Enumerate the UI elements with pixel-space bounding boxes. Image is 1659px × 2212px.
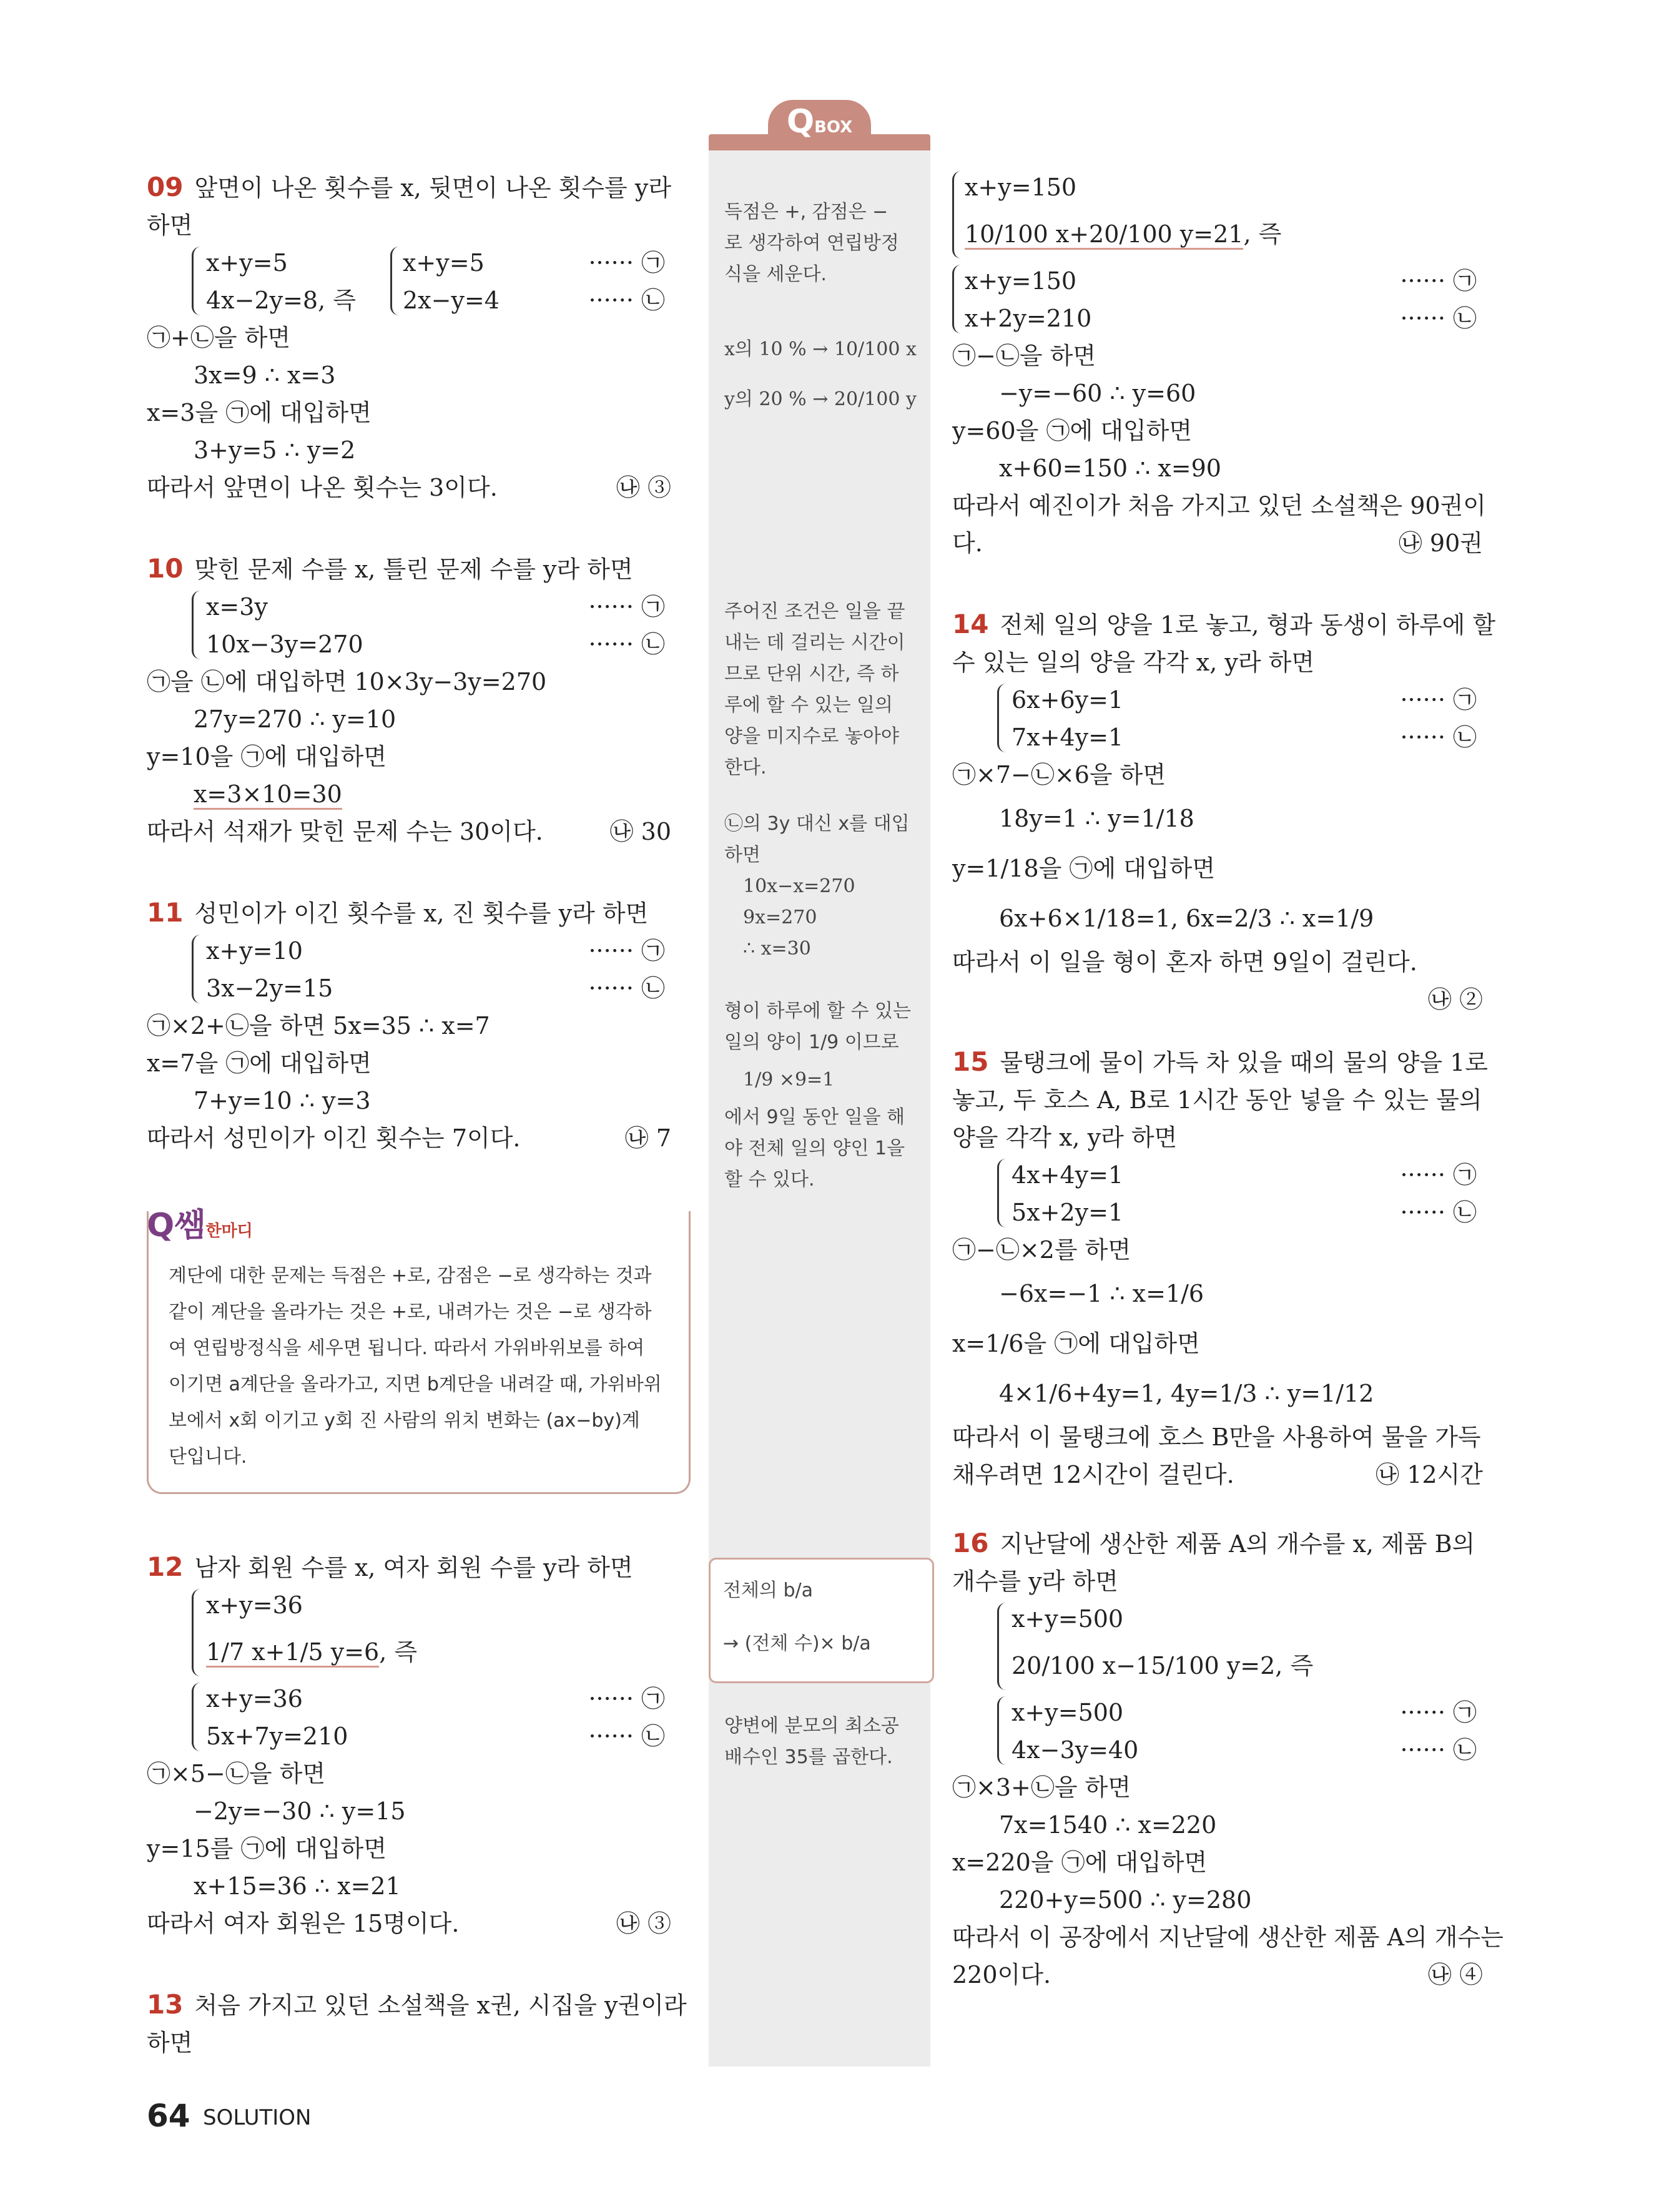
- solution-line: ㉠×5−㉡을 하면: [147, 1760, 326, 1787]
- solution-line: x=1/6을 ㉠에 대입하면: [952, 1330, 1200, 1357]
- solution-line: ㉠×7−㉡×6을 하면: [952, 761, 1166, 789]
- equation-tag: ······ ㉡: [1400, 1736, 1477, 1764]
- conj-text: , 즉: [1243, 220, 1282, 248]
- qsam-line: 계단에 대한 문제는 득점은 +로, 감점은 −로 생각하는 것과: [169, 1265, 652, 1287]
- problem-13-cont: [952, 169, 1502, 562]
- equation: x+y=10: [206, 937, 303, 965]
- side-note-4: [724, 809, 921, 965]
- problem-14: [952, 606, 1502, 1018]
- side-note-line: 양변에 분모의 최소공: [724, 1715, 899, 1737]
- conclusion: 채우려면 12시간이 걸린다.: [952, 1461, 1234, 1488]
- problem-number: 09: [147, 172, 184, 202]
- problem-text-cont: 놓고, 두 호스 A, B로 1시간 동안 넣을 수 있는 물의: [952, 1086, 1482, 1114]
- problem-text-cont: 하면: [147, 2029, 193, 2057]
- equation: 2x−y=4: [403, 287, 500, 314]
- right-column: [952, 169, 1502, 1993]
- equation-tag: ······ ㉠: [1400, 686, 1477, 714]
- answer-badge: ㉯ 7: [624, 1124, 671, 1152]
- equation: x+y=150: [965, 267, 1077, 295]
- equation-tag: ······ ㉡: [588, 1723, 665, 1750]
- equation: 10x−3y=270: [206, 631, 363, 658]
- equation-tag: ······ ㉠: [1400, 1161, 1477, 1189]
- problem-text-cont: 양을 각각 x, y라 하면: [952, 1124, 1178, 1151]
- solution-line: 6x+6×1/18=1, 6x=2/3 ∴ x=1/9: [999, 905, 1374, 932]
- qsam-text: [169, 1258, 668, 1475]
- side-note-line: 하면: [724, 844, 761, 866]
- equation: 4x−3y=40: [1012, 1736, 1139, 1764]
- solution-line: ㉠+㉡을 하면: [147, 324, 291, 351]
- equation-tag: ······ ㉠: [588, 1685, 665, 1713]
- problem-number: 16: [952, 1528, 989, 1558]
- equation-tag: ······ ㉠: [588, 593, 665, 621]
- page-number: 64: [147, 2098, 190, 2134]
- qsam-line: 이기면 a계단을 올라가고, 지면 b계단을 내려갈 때, 가위바위: [169, 1374, 662, 1395]
- solution-line: x=220을 ㉠에 대입하면: [952, 1849, 1208, 1876]
- qsam-line: 같이 계단을 올라가는 것은 +로, 내려가는 것은 −로 생각하: [169, 1301, 652, 1323]
- equation: 3x−2y=15: [206, 975, 333, 1002]
- conclusion: 따라서 앞면이 나온 횟수는 3이다.: [147, 474, 498, 501]
- left-column-lower: [147, 1548, 690, 2062]
- side-note-7: [724, 1711, 921, 1773]
- equation: x+y=5: [206, 249, 288, 277]
- solution-line: 7+y=10 ∴ y=3: [194, 1087, 371, 1114]
- problem-text: 남자 회원 수를 x, 여자 회원 수를 y라 하면: [194, 1554, 633, 1581]
- equation: 1/7 x+1/5 y=6: [206, 1638, 379, 1668]
- solution-line: x+15=36 ∴ x=21: [194, 1872, 401, 1900]
- equation: 10/100 x+20/100 y=21: [965, 220, 1243, 250]
- solution-line: ㉠−㉡×2를 하면: [952, 1236, 1131, 1264]
- answer-badge: ㉯ 12시간: [1376, 1461, 1483, 1488]
- answer-badge: ㉯ 30: [609, 818, 671, 845]
- side-note-line: 루에 할 수 있는 일의: [724, 694, 893, 716]
- equation-system: [952, 1600, 1502, 1694]
- side-note-5: [724, 996, 921, 1196]
- equation: x+y=36: [206, 1591, 303, 1619]
- conclusion: 다.: [952, 529, 983, 557]
- solution-line: −y=−60 ∴ y=60: [999, 380, 1196, 407]
- conclusion: 따라서 성민이가 이긴 횟수는 7이다.: [147, 1124, 521, 1152]
- problem-15: [952, 1043, 1502, 1493]
- problem-number: 12: [147, 1551, 184, 1582]
- solution-line: ㉠−㉡을 하면: [952, 342, 1096, 370]
- equation: 4x+4y=1: [1012, 1161, 1124, 1189]
- conj-text: , 즉: [318, 287, 356, 314]
- equation-tag: ······ ㉡: [1400, 305, 1477, 332]
- conclusion: 따라서 이 공장에서 지난달에 생산한 제품 A의 개수는: [952, 1924, 1504, 1951]
- equation-system: [147, 1586, 690, 1680]
- equation-tag: ······ ㉡: [588, 287, 665, 314]
- problem-text: 앞면이 나온 횟수를 x, 뒷면이 나온 횟수를 y라: [194, 174, 672, 202]
- answer-badge: ㉯ 90권: [1398, 529, 1483, 557]
- solution-line: y=60을 ㉠에 대입하면: [952, 417, 1193, 445]
- solution-line: 3+y=5 ∴ y=2: [194, 436, 356, 464]
- solution-line: x+60=150 ∴ x=90: [999, 455, 1221, 482]
- problem-text: 지난달에 생산한 제품 A의 개수를 x, 제품 B의: [1000, 1530, 1475, 1558]
- problem-text: 물탱크에 물이 가득 차 있을 때의 물의 양을 1로: [1000, 1049, 1489, 1076]
- problem-text: 맞힌 문제 수를 x, 틀린 문제 수를 y라 하면: [194, 556, 633, 583]
- equation-system: [952, 1694, 1502, 1769]
- equation: 4x−2y=8: [206, 287, 318, 314]
- qsam-line: 단입니다.: [169, 1446, 247, 1468]
- side-note-line: 형이 하루에 할 수 있는: [724, 1000, 911, 1022]
- side-note-line: 주어진 조건은 일을 끝: [724, 601, 905, 622]
- side-note-1: [724, 197, 921, 290]
- side-note-line: 양을 미지수로 놓아야: [724, 725, 899, 747]
- problem-text-cont: 하면: [147, 212, 193, 239]
- side-note-line: 전체의 b/a: [723, 1580, 814, 1601]
- side-note-math: 10x−x=270: [743, 875, 855, 897]
- equation: 5x+2y=1: [1012, 1199, 1124, 1226]
- solution-line: −6x=−1 ∴ x=1/6: [999, 1280, 1204, 1307]
- side-note-line: 일의 양이 1/9 이므로: [724, 1031, 899, 1053]
- side-note-line: 한다.: [724, 757, 767, 779]
- side-note-line: → (전체 수)× b/a: [723, 1633, 871, 1654]
- solution-line: 4×1/6+4y=1, 4y=1/3 ∴ y=1/12: [999, 1380, 1374, 1407]
- problem-09: [147, 169, 690, 506]
- equation-system: [952, 169, 1502, 262]
- side-note-box: [709, 1558, 934, 1683]
- problem-text-cont: 수 있는 일의 양을 각각 x, y라 하면: [952, 649, 1315, 676]
- problem-number: 15: [952, 1046, 989, 1077]
- problem-number: 11: [147, 897, 184, 928]
- problem-text: 처음 가지고 있던 소설책을 x권, 시집을 y권이라: [194, 1992, 687, 2019]
- equation-tag: ······ ㉡: [1400, 724, 1477, 751]
- solution-line: y=15를 ㉠에 대입하면: [147, 1835, 387, 1862]
- side-note-line: ㉡의 3y 대신 x를 대입: [724, 813, 910, 835]
- equation-tag: ······ ㉡: [1400, 1199, 1477, 1226]
- solution-line: y=1/18을 ㉠에 대입하면: [952, 855, 1216, 882]
- equation: 7x+4y=1: [1012, 724, 1124, 751]
- side-note-line: 할 수 있다.: [724, 1169, 815, 1191]
- qsam-title: Q쌤한마디: [147, 1207, 253, 1244]
- answer-badge: ㉯ ③: [616, 474, 671, 501]
- side-note-line: 내는 데 걸리는 시간이: [724, 632, 905, 654]
- problem-number: 10: [147, 553, 184, 584]
- equation-system: [952, 681, 1502, 756]
- conclusion: 따라서 이 일을 형이 혼자 하면 9일이 걸린다.: [952, 948, 1417, 976]
- problem-12: [147, 1548, 690, 1942]
- equation-system: [952, 1156, 1502, 1231]
- side-note-line: 배수인 35를 곱한다.: [724, 1746, 893, 1768]
- equation-tag: ······ ㉠: [588, 937, 665, 965]
- solution-line: x=3×10=30: [194, 780, 342, 810]
- qsam-line: 여 연립방정식을 세우면 됩니다. 따라서 가위바위보를 하여: [169, 1337, 645, 1359]
- equation: 6x+6y=1: [1012, 686, 1124, 714]
- problem-text: 성민이가 이긴 횟수를 x, 진 횟수를 y라 하면: [194, 900, 649, 927]
- problem-11: [147, 894, 690, 1157]
- equation: x+y=5: [403, 249, 485, 277]
- side-note-line: y의 20 % → 20/100 y: [724, 388, 917, 410]
- solution-line: 27y=270 ∴ y=10: [194, 705, 396, 733]
- conclusion: 따라서 이 물탱크에 호스 B만을 사용하여 물을 가득: [952, 1423, 1481, 1451]
- conclusion: 220이다.: [952, 1961, 1051, 1988]
- equation: x+y=150: [965, 174, 1077, 201]
- equation-system: [147, 1680, 690, 1755]
- solution-line: 18y=1 ∴ y=1/18: [999, 805, 1194, 832]
- conj-text: , 즉: [1275, 1652, 1314, 1679]
- equation-tag: ······ ㉠: [1400, 1699, 1477, 1726]
- solution-line: 7x=1540 ∴ x=220: [999, 1811, 1217, 1839]
- problem-10: [147, 550, 690, 850]
- answer-badge: ㉯ ④: [1427, 1961, 1483, 1988]
- equation-tag: ······ ㉠: [588, 249, 665, 277]
- equation-tag: ······ ㉡: [588, 975, 665, 1002]
- left-column: [147, 169, 690, 1157]
- answer-badge: ㉯ ③: [616, 1910, 671, 1937]
- solution-line: x=7을 ㉠에 대입하면: [147, 1049, 372, 1077]
- equation: 20/100 x−15/100 y=2: [1012, 1652, 1276, 1679]
- side-note-line: 야 전체 일의 양인 1을: [724, 1138, 905, 1159]
- problem-number: 13: [147, 1989, 184, 2020]
- side-note-line: 식을 세운다.: [724, 263, 827, 285]
- problem-16: [952, 1525, 1502, 1993]
- solution-line: −2y=−30 ∴ y=15: [194, 1797, 406, 1825]
- equation-tag: ······ ㉠: [1400, 267, 1477, 295]
- side-note-math: 9x=270: [743, 907, 817, 928]
- conj-text: , 즉: [379, 1638, 418, 1666]
- problem-text: 전체 일의 양을 1로 놓고, 형과 동생이 하루에 할: [1000, 611, 1496, 639]
- side-note-line: x의 10 % → 10/100 x: [724, 338, 917, 360]
- side-note-line: 에서 9일 동안 일을 해: [724, 1106, 905, 1128]
- equation: x+2y=210: [965, 305, 1092, 332]
- equation: x+y=36: [206, 1685, 303, 1713]
- footer-label: SOLUTION: [203, 2105, 312, 2130]
- problem-13: [147, 1986, 690, 2062]
- side-note-math: ∴ x=30: [743, 938, 811, 960]
- side-note-3: [724, 596, 921, 784]
- solution-line: ㉠을 ㉡에 대입하면 10×3y−3y=270: [147, 668, 547, 696]
- side-note-line: 득점은 +, 감점은 −: [724, 201, 889, 223]
- equation-tag: ······ ㉡: [588, 631, 665, 658]
- conclusion: 따라서 석재가 맞힌 문제 수는 30이다.: [147, 818, 543, 845]
- equation-system: [147, 244, 690, 319]
- side-note-line: 로 생각하여 연립방정: [724, 232, 899, 254]
- solution-line: 3x=9 ∴ x=3: [194, 361, 336, 389]
- qbox-header: [709, 100, 930, 162]
- equation: x=3y: [206, 593, 268, 621]
- conclusion: 따라서 예진이가 처음 가지고 있던 소설책은 90권이: [952, 492, 1486, 519]
- solution-line: 220+y=500 ∴ y=280: [999, 1886, 1252, 1914]
- solution-line: ㉠×3+㉡을 하면: [952, 1774, 1131, 1801]
- qbox-badge: QBOX: [768, 100, 871, 149]
- equation: x+y=500: [1012, 1605, 1124, 1633]
- solution-line: x=3을 ㉠에 대입하면: [147, 399, 372, 426]
- side-note-2: [724, 325, 921, 425]
- equation: 5x+7y=210: [206, 1723, 348, 1750]
- side-note-math: 1/9 ×9=1: [743, 1069, 835, 1091]
- answer-badge: ㉯ ②: [1427, 986, 1483, 1013]
- solution-line: y=10을 ㉠에 대입하면: [147, 743, 387, 770]
- equation-system: [952, 262, 1502, 337]
- problem-number: 14: [952, 609, 989, 639]
- problem-text-cont: 개수를 y라 하면: [952, 1568, 1118, 1595]
- qsam-line: 보에서 x회 이기고 y회 진 사람의 위치 변화는 (ax−by)계: [169, 1410, 640, 1432]
- equation-system: [147, 932, 690, 1007]
- equation: x+y=500: [1012, 1699, 1124, 1726]
- conclusion: 따라서 여자 회원은 15명이다.: [147, 1910, 460, 1937]
- side-note-line: 므로 단위 시간, 즉 하: [724, 663, 899, 685]
- solution-line: ㉠×2+㉡을 하면 5x=35 ∴ x=7: [147, 1012, 490, 1040]
- equation-system: [147, 588, 690, 663]
